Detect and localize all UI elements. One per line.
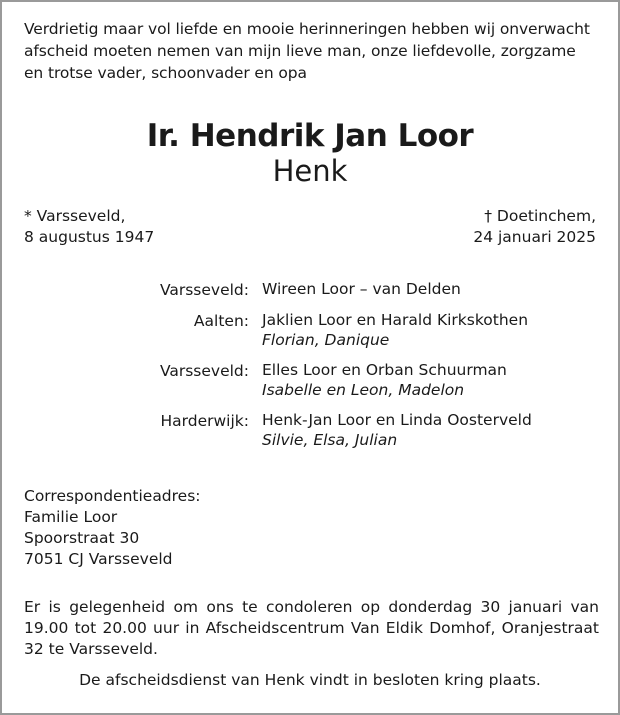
address-label: Correspondentieadres:: [24, 487, 201, 505]
address-line: Familie Loor: [24, 508, 118, 526]
correspondence-address: [24, 486, 201, 570]
deceased-nickname: Henk: [272, 154, 348, 188]
family-place: Varsseveld:: [159, 362, 249, 380]
death-info: [473, 206, 596, 248]
family-members: [262, 279, 461, 299]
family-row: [0, 410, 620, 460]
address-line: 7051 CJ Varsseveld: [24, 550, 173, 568]
condolence-text: Er is gelegenheid om ons te condoleren op donderdag 30 januari van 19.00 tot 20.00 uur in Afscheidscentrum Van Eldik Domhof, Oranjestraat 32 te Varsseveld.: [24, 598, 599, 658]
address-line: Spoorstraat 30: [24, 529, 140, 547]
family-members: [262, 310, 528, 350]
family-row: [0, 279, 620, 310]
birth-date: 8 augustus 1947: [24, 228, 155, 246]
family-members: [262, 360, 507, 400]
family-members: [262, 410, 532, 450]
family-children: Silvie, Elsa, Julian: [262, 431, 398, 449]
death-date: 24 januari 2025: [473, 228, 596, 246]
intro-text: Verdrietig maar vol liefde en mooie herinneringen hebben wij onverwacht afscheid moeten nemen van mijn lieve man, onze liefdevolle, zorgzame en trotse vader, schoonvader en opa: [24, 20, 590, 82]
deceased-name: Ir. Hendrik Jan Loor: [146, 118, 474, 154]
family-children: Florian, Danique: [262, 331, 390, 349]
death-place: † Doetinchem,: [484, 207, 596, 225]
family-list: [0, 279, 620, 460]
family-names: Wireen Loor – van Delden: [262, 280, 461, 298]
family-row: [0, 360, 620, 410]
birth-info: [24, 206, 154, 248]
family-children: Isabelle en Leon, Madelon: [262, 381, 465, 399]
family-names: Jaklien Loor en Harald Kirkskothen: [262, 311, 529, 329]
family-names: Elles Loor en Orban Schuurman: [262, 361, 507, 379]
family-place: Harderwijk:: [160, 412, 249, 430]
service-text: De afscheidsdienst van Henk vindt in besloten kring plaats.: [79, 671, 541, 689]
family-names: Henk-Jan Loor en Linda Oosterveld: [262, 411, 532, 429]
family-place: Varsseveld:: [159, 281, 249, 299]
family-place: Aalten:: [193, 312, 249, 330]
birth-place: * Varsseveld,: [24, 207, 126, 225]
family-row: [0, 310, 620, 360]
